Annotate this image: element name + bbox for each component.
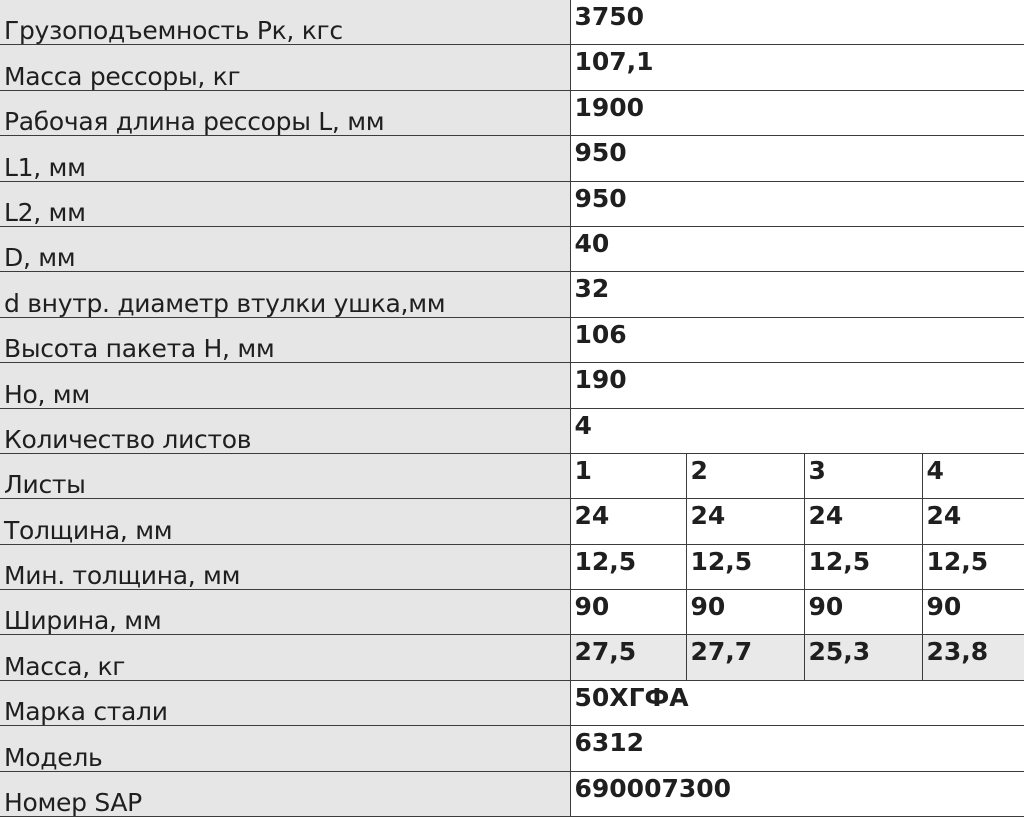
table-row: [0, 272, 1024, 317]
row-label: Марка стали: [0, 680, 570, 725]
row-value: 950: [570, 181, 1024, 226]
row-label: Масса, кг: [0, 635, 570, 680]
leaf-value: 12,5: [570, 544, 686, 589]
table-row: [0, 136, 1024, 181]
leaf-value: 25,3: [804, 635, 922, 680]
table-row: [0, 726, 1024, 771]
row-label: Грузоподъемность Рк, кгс: [0, 0, 570, 45]
row-label: Рабочая длина рессоры L, мм: [0, 90, 570, 135]
leaf-value: 24: [804, 499, 922, 544]
row-label: L2, мм: [0, 181, 570, 226]
leaf-value: 12,5: [804, 544, 922, 589]
leaf-value: 90: [922, 590, 1024, 635]
table-row: [0, 453, 1024, 498]
row-label: d внутр. диаметр втулки ушка,мм: [0, 272, 570, 317]
leaf-value: 90: [570, 590, 686, 635]
row-label: Количество листов: [0, 408, 570, 453]
row-value: 3750: [570, 0, 1024, 45]
row-label: Ширина, мм: [0, 590, 570, 635]
leaf-value: 27,7: [686, 635, 804, 680]
table-row: [0, 635, 1024, 680]
row-label: D, мм: [0, 226, 570, 271]
leaf-value: 90: [686, 590, 804, 635]
leaf-value: 3: [804, 453, 922, 498]
leaf-value: 24: [686, 499, 804, 544]
table-row: [0, 0, 1024, 45]
row-value: 1900: [570, 90, 1024, 135]
leaf-value: 24: [570, 499, 686, 544]
row-label: Мин. толщина, мм: [0, 544, 570, 589]
table-row: [0, 499, 1024, 544]
table-row: [0, 90, 1024, 135]
leaf-value: 2: [686, 453, 804, 498]
leaf-value: 23,8: [922, 635, 1024, 680]
row-label: Номер SAP: [0, 771, 570, 816]
row-value: 40: [570, 226, 1024, 271]
row-label: L1, мм: [0, 136, 570, 181]
table-row: [0, 680, 1024, 725]
row-label: Высота пакета H, мм: [0, 317, 570, 362]
row-value: 4: [570, 408, 1024, 453]
leaf-value: 12,5: [686, 544, 804, 589]
row-value: 190: [570, 363, 1024, 408]
table-row: [0, 771, 1024, 816]
leaf-value: 1: [570, 453, 686, 498]
leaf-value: 4: [922, 453, 1024, 498]
row-label: Листы: [0, 453, 570, 498]
table-row: [0, 45, 1024, 90]
row-value: 50ХГФА: [570, 680, 1024, 725]
table-row: [0, 408, 1024, 453]
row-value: 32: [570, 272, 1024, 317]
table-row: [0, 226, 1024, 271]
leaf-value: 12,5: [922, 544, 1024, 589]
row-value: 690007300: [570, 771, 1024, 816]
table-row: [0, 317, 1024, 362]
row-value: 950: [570, 136, 1024, 181]
table-row: [0, 544, 1024, 589]
row-value: 6312: [570, 726, 1024, 771]
leaf-value: 27,5: [570, 635, 686, 680]
row-value: 107,1: [570, 45, 1024, 90]
row-label: Масса рессоры, кг: [0, 45, 570, 90]
table-row: [0, 363, 1024, 408]
row-value: 106: [570, 317, 1024, 362]
leaf-value: 24: [922, 499, 1024, 544]
leaf-value: 90: [804, 590, 922, 635]
row-label: Модель: [0, 726, 570, 771]
table-row: [0, 590, 1024, 635]
row-label: Hо, мм: [0, 363, 570, 408]
table-row: [0, 181, 1024, 226]
row-label: Толщина, мм: [0, 499, 570, 544]
